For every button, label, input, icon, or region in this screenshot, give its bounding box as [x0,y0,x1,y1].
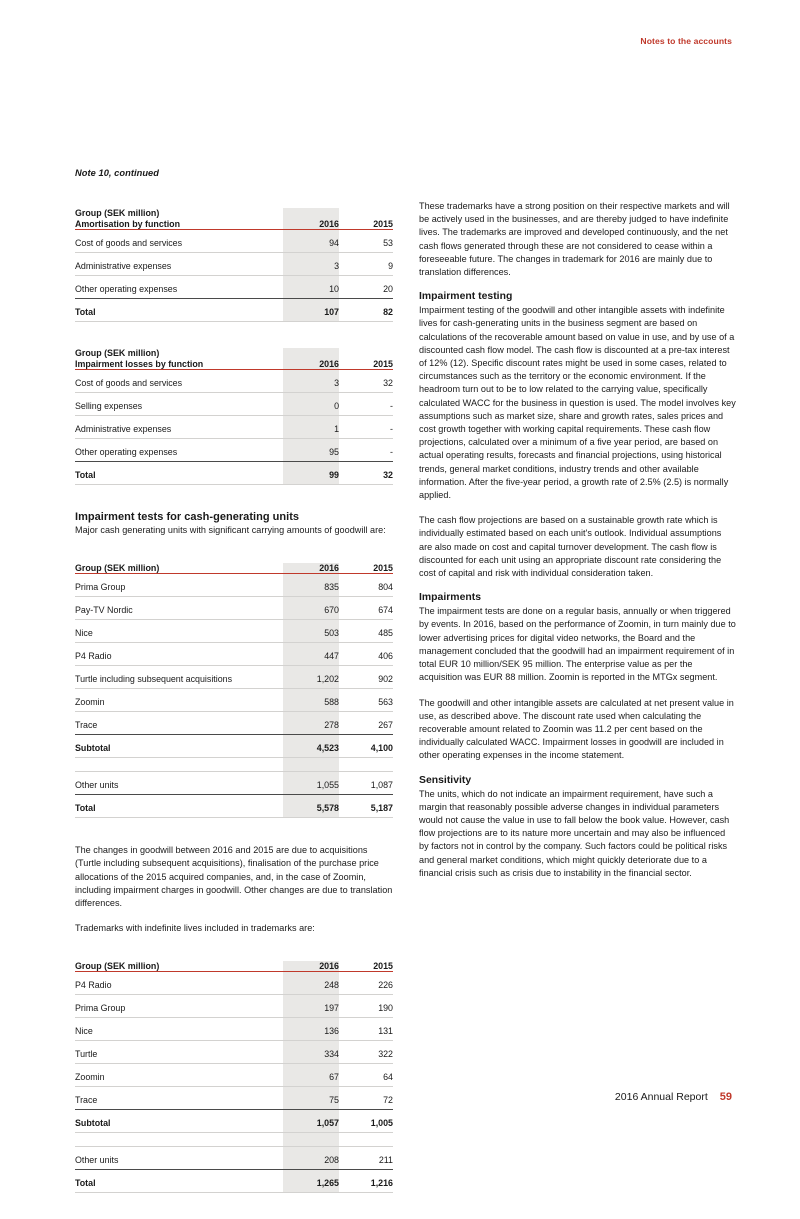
table-row [75,276,393,299]
row-value-2015: 190 [339,995,393,1018]
row-value-2015: 131 [339,1018,393,1041]
row-value-2016: 503 [283,620,339,643]
running-head: Notes to the accounts [640,36,732,46]
table-row [75,370,393,393]
row-value-2016: 447 [283,643,339,666]
total-value-2016: 99 [283,462,339,485]
table-row [75,666,393,689]
row-label: Other operating expenses [75,439,283,462]
row-value-2016: 835 [283,574,339,597]
row-value-2015: 32 [339,370,393,393]
column-header-2016: 2016 [283,563,339,574]
total-label: Total [75,795,283,818]
table-row [75,712,393,735]
total-value-2016: 107 [283,299,339,322]
table-spacer-row [75,758,393,772]
row-label: P4 Radio [75,972,283,995]
row-label: Selling expenses [75,393,283,416]
subtotal-value-2015: 4,100 [339,735,393,758]
row-value-2015: - [339,439,393,462]
table-caption: Amortisation by function [75,219,283,230]
table-row [75,253,393,276]
total-label: Total [75,299,283,322]
table-caption: Impairment losses by function [75,359,283,370]
row-label: P4 Radio [75,643,283,666]
table-header-row [75,563,393,574]
table-row [75,597,393,620]
heading-impairments: Impairments [419,592,482,604]
row-label: Nice [75,1018,283,1041]
left-column [75,168,393,1219]
note-continued-label: Note 10, continued [75,168,160,178]
row-value-2016: 94 [283,230,339,253]
subtotal-value-2016: 4,523 [283,735,339,758]
row-label: Zoomin [75,689,283,712]
group-label: Group (SEK million) [75,563,283,574]
row-label: Pay-TV Nordic [75,597,283,620]
table-header-group-row [75,348,393,359]
row-value-2015: 53 [339,230,393,253]
table-row [75,689,393,712]
total-value-2015: 32 [339,462,393,485]
row-label: Cost of goods and services [75,370,283,393]
row-value-2015: 226 [339,972,393,995]
subtotal-label: Subtotal [75,1110,283,1133]
row-value-2016: 0 [283,393,339,416]
table-total-row [75,1170,393,1193]
table-total-row [75,462,393,485]
row-value-2015: 20 [339,276,393,299]
table-impairment-losses-by-function [75,348,393,485]
table-header-caption-row [75,359,393,370]
row-value-2016: 3 [283,253,339,276]
total-value-2016: 5,578 [283,795,339,818]
table-row [75,574,393,597]
row-value-2015: 563 [339,689,393,712]
paragraph-trademarks-intro: Trademarks with indefinite lives included in trademarks are: [75,923,315,934]
paragraph-impairment-testing-1: Impairment testing of the goodwill and other intangible assets with indefinite lives for cash-generating units in the business segment are based on calculations of the recoverable amount based on value in use, and by use of a discounted cash flow model. The cash flow is discounted at a pre-tax interest of 12% (12). Specific discount rates might be used in some cases, related to circumstances such as the territory or the economic environment. If the headroom turn out to be to low related to the carrying value, specifically calculated WACC for the business in question is used. The model involves key assumptions such as market size, share and growth rates, sales prices and cost growth together with working capital requirements. These cash flow projections, calculated over a minimum of a five year period, are based on actual operating results, forecasts and financial projections, using historical trends, general market conditions, industry trends and other available information. After the five-year period, a growth rate of 2.5% (2.5) is normally applied. [419,305,736,501]
column-header-2016: 2016 [283,961,339,972]
row-label: Administrative expenses [75,416,283,439]
row-value-2016: 208 [283,1147,339,1170]
table-row [75,995,393,1018]
paragraph-impairment-testing-2: The cash flow projections are based on a sustainable growth rate which is individually estimated based on each unit's outlook. Individual assumptions are also made on cost and capital turnover development. The cash flow is discounted for each unit using an appropriate discount rate considering the cost of capital and risk with individual consideration taken. [419,515,722,579]
row-value-2015: 485 [339,620,393,643]
table-row [75,1018,393,1041]
table-total-row [75,795,393,818]
row-value-2016: 95 [283,439,339,462]
table-block-impairment-losses [75,348,393,485]
row-value-2016: 588 [283,689,339,712]
table-spacer-row [75,1133,393,1147]
footer-report-title: 2016 Annual Report [614,1091,708,1103]
row-value-2016: 1 [283,416,339,439]
row-label: Turtle including subsequent acquisitions [75,666,283,689]
heading-impairment-testing: Impairment testing [419,291,513,303]
row-value-2016: 67 [283,1064,339,1087]
table-trademarks-indefinite-lives [75,961,393,1193]
total-label: Total [75,1170,283,1193]
row-label: Turtle [75,1041,283,1064]
row-label: Other operating expenses [75,276,283,299]
column-header-2015: 2015 [339,359,393,370]
column-header-2016: 2016 [283,359,339,370]
paragraph-sensitivity: The units, which do not indicate an impairment requirement, have such a margin that reasonably possible adverse changes in individual parameters would not cause the value in use to fall below the book value. However, cash flow projections are to its nature more uncertain and may also be influenced by factors not in control by the company. Such factors could be political risks and general market conditions, which might quickly deteriorate due to a financial crisis such as crisis due to instability in the financial sector. [419,788,730,878]
table-row [75,439,393,462]
paragraph-impairments-2: The goodwill and other intangible assets are calculated at net present value in use, as described above. The discount rate used when calculating the recoverable amount related to Zoomin was 11.2 per cent based on the individually calculated WACC. Impairment losses in goodwill are included in other operating expenses in the income statement. [419,697,734,761]
group-label: Group (SEK million) [75,348,160,358]
row-value-2016: 10 [283,276,339,299]
column-header-2015: 2015 [339,961,393,972]
group-label: Group (SEK million) [75,961,283,972]
table-subtotal-row [75,735,393,758]
table-row [75,972,393,995]
row-value-2015: - [339,416,393,439]
total-value-2015: 1,216 [339,1170,393,1193]
table-subtotal-row [75,1110,393,1133]
table-row [75,1087,393,1110]
row-value-2016: 670 [283,597,339,620]
table-row [75,643,393,666]
row-value-2015: 804 [339,574,393,597]
row-value-2015: 72 [339,1087,393,1110]
row-value-2016: 1,055 [283,772,339,795]
table-header-caption-row [75,219,393,230]
table-block-trademarks [75,961,393,1193]
total-value-2015: 5,187 [339,795,393,818]
row-value-2016: 75 [283,1087,339,1110]
paragraph-impairments-1: The impairment tests are done on a regular basis, annually or when triggered by events. In 2016, based on the performance of Zoomin, in turn mainly due to lower advertising prices for digital video networks, the Board and the management concluded that the goodwill had an impairment requirement of in total EUR 10 million/SEK 95 million. The enterprise value as per the acquisition was EUR 88 million. Zoomin is reported in the MTGx segment. [419,606,736,683]
row-label: Prima Group [75,995,283,1018]
table-row [75,1064,393,1087]
row-value-2015: 1,087 [339,772,393,795]
page-footer [615,1091,732,1103]
table-header-group-row [75,208,393,219]
row-label: Trace [75,712,283,735]
row-label: Administrative expenses [75,253,283,276]
table-row [75,230,393,253]
row-value-2015: - [339,393,393,416]
table-total-row [75,299,393,322]
row-value-2016: 278 [283,712,339,735]
row-label: Prima Group [75,574,283,597]
row-value-2016: 197 [283,995,339,1018]
row-label: Trace [75,1087,283,1110]
row-value-2015: 322 [339,1041,393,1064]
table-block-goodwill-units [75,563,393,818]
group-label: Group (SEK million) [75,208,160,218]
table-goodwill-cash-generating-units [75,563,393,818]
row-label: Other units [75,772,283,795]
footer-page-number: 59 [719,1091,732,1103]
paragraph-changes-in-goodwill: The changes in goodwill between 2016 and 2015 are due to acquisitions (Turtle including subsequent acquisitions), finalisation of the purchase price allocations of the 2015 acquired companies, and, in the case of Zoomin, including impairment charges in goodwill. Other changes are due to translation differences. [75,845,393,909]
subtotal-value-2016: 1,057 [283,1110,339,1133]
table-header-row [75,961,393,972]
row-value-2016: 136 [283,1018,339,1041]
row-label: Zoomin [75,1064,283,1087]
row-value-2016: 1,202 [283,666,339,689]
row-value-2016: 248 [283,972,339,995]
row-value-2015: 267 [339,712,393,735]
row-value-2015: 211 [339,1147,393,1170]
row-value-2015: 64 [339,1064,393,1087]
heading-impairment-tests: Impairment tests for cash-generating units [75,511,300,523]
table-block-amortisation [75,208,393,322]
table-row [75,1041,393,1064]
row-label: Other units [75,1147,283,1170]
column-header-2015: 2015 [339,219,393,230]
subtotal-value-2015: 1,005 [339,1110,393,1133]
column-header-2016: 2016 [283,219,339,230]
row-label: Nice [75,620,283,643]
row-value-2016: 334 [283,1041,339,1064]
total-value-2015: 82 [339,299,393,322]
row-value-2015: 9 [339,253,393,276]
total-value-2016: 1,265 [283,1170,339,1193]
right-column [419,200,737,880]
row-value-2015: 674 [339,597,393,620]
paragraph-trademarks-position: These trademarks have a strong position on their respective markets and will be actively used in the businesses, and are thereby judged to have indefinite lives. The trademarks are improved and developed continuously, and the net cash flows generated through these are not considered to cease within a foreseeable future. The changes in trademark for 2016 are mainly due to translation differences. [419,201,730,278]
paragraph-major-units: Major cash generating units with significant carrying amounts of goodwill are: [75,525,386,535]
row-value-2016: 3 [283,370,339,393]
table-row-other-units [75,1147,393,1170]
row-value-2015: 406 [339,643,393,666]
subtotal-label: Subtotal [75,735,283,758]
row-label: Cost of goods and services [75,230,283,253]
table-row [75,393,393,416]
column-header-2015: 2015 [339,563,393,574]
table-row [75,416,393,439]
row-value-2015: 902 [339,666,393,689]
table-row-other-units [75,772,393,795]
table-row [75,620,393,643]
heading-sensitivity: Sensitivity [419,774,472,786]
total-label: Total [75,462,283,485]
table-amortisation-by-function [75,208,393,322]
